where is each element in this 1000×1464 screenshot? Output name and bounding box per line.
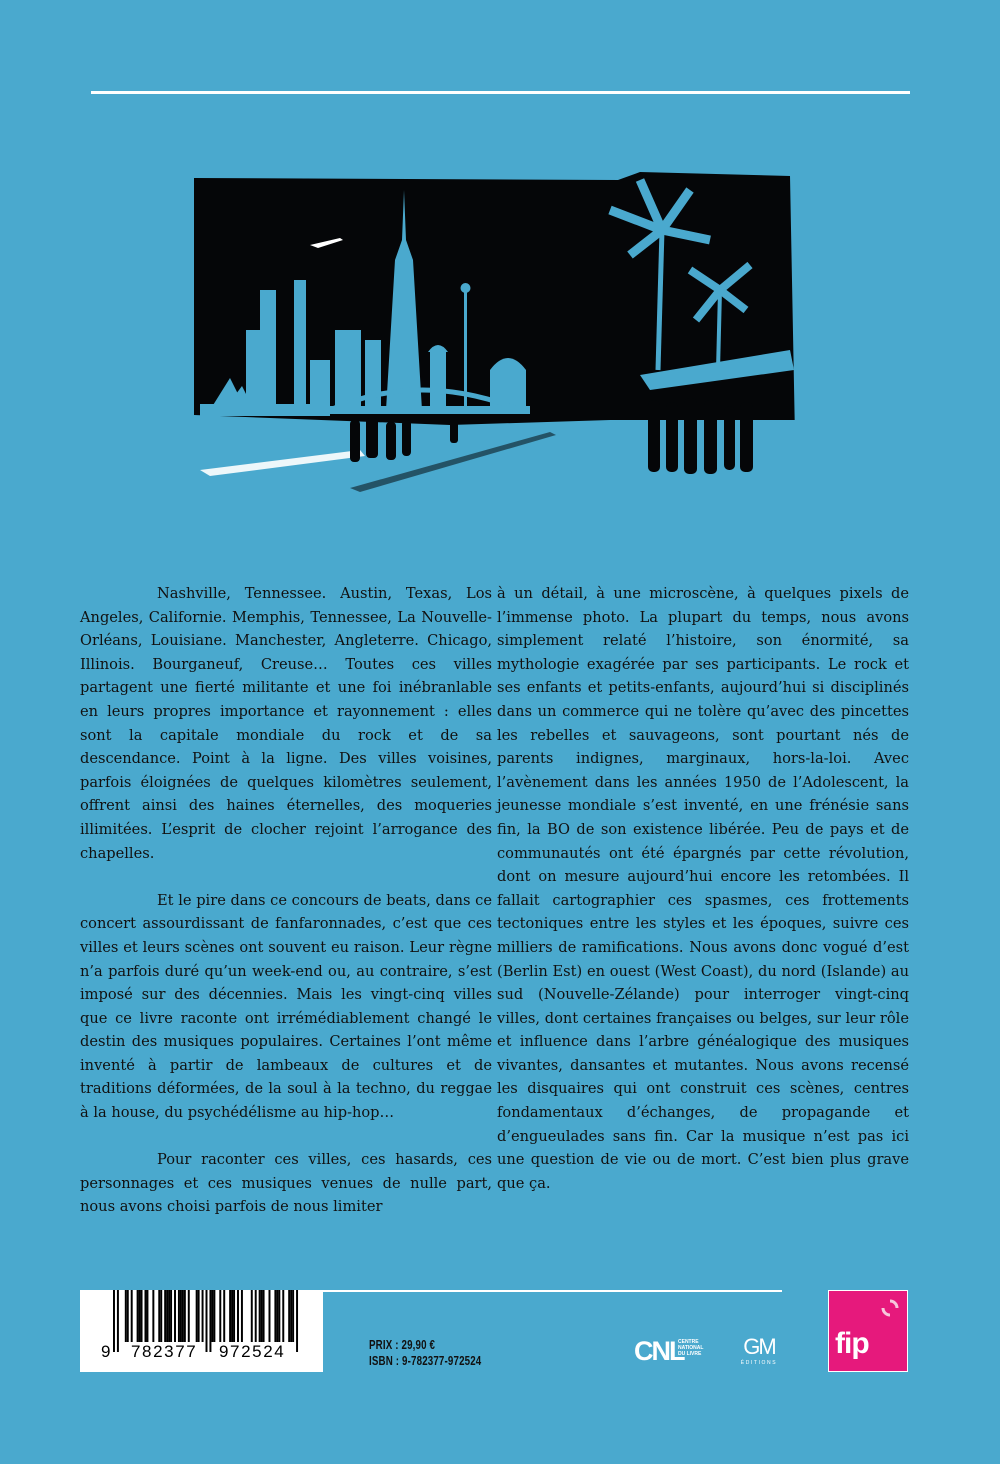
barcode-digit-group2: 972524 xyxy=(219,1342,286,1361)
barcode-bar xyxy=(223,1290,225,1342)
barcode-bar xyxy=(288,1290,290,1342)
barcode-bar xyxy=(231,1290,233,1342)
bottom-rule xyxy=(323,1290,782,1292)
cnl-line2: NATIONAL xyxy=(678,1345,704,1351)
barcode-bar xyxy=(202,1290,204,1342)
cnl-logo-letters: CNL xyxy=(634,1336,684,1366)
paragraph: Et le pire dans ce concours de beats, dans ce concert assourdissant de fanfaronnades, c’est que ces villes et leurs scènes ont souvent eu raison. Leur règne n’a parfois duré qu’un week-end ou, au contraire, s’est imposé sur des décennies. Mais les vingt-cinq villes que ce livre raconte ont irrémédiablement changé le destin des musiques populaires. Certaines l’ont même inventé à partir de lambeaux de cultures et de traditions déformées, de la soul à la techno, du reggae à la house, du psychédélisme au hip-hop… xyxy=(80,891,492,1122)
cnl-line3: DU LIVRE xyxy=(678,1351,702,1357)
barcode-bar xyxy=(274,1290,276,1342)
barcode-bar xyxy=(146,1290,148,1342)
barcode-bar xyxy=(241,1290,243,1342)
barcode-bar xyxy=(178,1290,180,1342)
cnl-logo-subtitle xyxy=(678,1339,708,1357)
barcode-bar xyxy=(160,1290,162,1342)
paragraph: à un détail, à une microscène, à quelques pixels de l’immense photo. La plupart du temps, nous avons simplement relaté l’histoire, son énormité, sa mythologie exagérée par ses participants. Le rock et ses enfants et petits-enfants, aujourd’hui si disciplinés dans un commerce qui ne tolère qu’avec des pincettes les rebelles et sauvageons, sont pourtant nés de parents indignes, marginaux, hors-la-loi. Avec l’avènement dans les années 1950 de l’Adolescent, la jeunesse mondiale s’est inventé, en une frénésie sans fin, la BO de son existence libérée. Peu de pays et de communautés ont été épargnés par cette révolution, dont on mesure aujourd’hui encore les retombées. Il fallait cartographier ces spasmes, ces frottements tectoniques entre les styles et les époques, suivre ces milliers de ramifications. Nous avons donc vogué d’est (Berlin Est) en ouest (West Coast), du nord (Islande) au sud (Nouvelle-Zélande) pour interroger vingt-cinq villes, dont certaines françaises ou belges, sur leur rôle et influence dans l’arbre généalogique des musiques vivantes, dansantes et mutantes. Nous avons recensé les disquaires qui ont construit ces scènes, centres fondamentaux d’échanges, de propagande et d’engueulades sans fin. Car la musique n’est pas ici une question de vie ou de mort. C’est bien plus grave que ça. xyxy=(497,585,909,1192)
barcode-bar xyxy=(141,1290,143,1342)
barcode-bar xyxy=(269,1290,271,1342)
paragraph: Pour raconter ces villes, ces hasards, ces personnages et ces musiques venues de nulle part, nous avons choisi parfois de nous limiter xyxy=(80,1151,492,1216)
top-rule xyxy=(91,91,910,94)
barcode-bar xyxy=(174,1290,176,1342)
isbn-label: ISBN : 9-782377-972524 xyxy=(369,1354,482,1368)
barcode-bar xyxy=(188,1290,190,1342)
paragraph: Nashville, Tennessee. Austin, Texas, Los Angeles, Californie. Memphis, Tennessee, La Nouvelle-Orléans, Louisiane. Manchester, Angleterre. Chicago, Illinois. Bourganeuf, Creuse… Toutes ces villes partagent une fierté militante et une foi inébranlable en leurs propres importance et rayonnement : elles sont la capitale mondiale du rock et de sa descendance. Point à la ligne. Des villes voisines, parfois éloignées de quelques kilomètres seulement, offrent ainsi des haines éternelles, des moqueries illimitées. L’esprit de clocher rejoint l’arrogance des chapelles. xyxy=(80,585,492,862)
barcode-bar xyxy=(219,1290,221,1342)
barcode-bar xyxy=(213,1290,215,1342)
price-block xyxy=(369,1337,481,1369)
text-column-left xyxy=(80,582,492,1219)
barcode-bar xyxy=(164,1290,166,1342)
barcode-bar xyxy=(131,1290,133,1342)
barcode-bar xyxy=(276,1290,278,1342)
barcode-bar xyxy=(137,1290,139,1342)
barcode-bar xyxy=(229,1290,231,1342)
barcode-bar xyxy=(255,1290,257,1342)
barcode-bar xyxy=(290,1290,292,1342)
barcode-bar xyxy=(170,1290,172,1342)
barcode-bar xyxy=(237,1290,239,1342)
barcode-bar xyxy=(158,1290,160,1342)
barcode-bar xyxy=(125,1290,127,1342)
price-label: PRIX : 29,90 € xyxy=(369,1338,436,1352)
barcode-bar xyxy=(259,1290,261,1342)
barcode-bar xyxy=(166,1290,168,1342)
barcode-digits xyxy=(100,1342,310,1366)
fip-logo xyxy=(828,1290,908,1372)
barcode-bar xyxy=(144,1290,146,1342)
barcode-bar xyxy=(278,1290,280,1342)
gm-editions-logo xyxy=(734,1336,784,1370)
barcode-bar xyxy=(233,1290,235,1342)
barcode-digit-group1: 782377 xyxy=(131,1342,198,1361)
barcode-bar xyxy=(263,1290,265,1342)
barcode-bar xyxy=(282,1290,284,1342)
barcode-bar xyxy=(127,1290,129,1342)
fip-logo-letters: fip xyxy=(835,1327,869,1360)
barcode-bar xyxy=(198,1290,200,1342)
barcode-bar xyxy=(211,1290,213,1342)
barcode-bar xyxy=(152,1290,154,1342)
barcode-bar xyxy=(168,1290,170,1342)
barcode-bar xyxy=(182,1290,184,1342)
barcode-bar xyxy=(196,1290,198,1342)
city-night-illustration xyxy=(190,170,810,498)
barcode-bar xyxy=(251,1290,253,1342)
cnl-logo xyxy=(634,1336,704,1366)
gm-logo-subtitle: ÉDITIONS xyxy=(740,1360,778,1366)
barcode-bar xyxy=(184,1290,186,1342)
barcode-digit-first: 9 xyxy=(101,1342,111,1361)
barcode xyxy=(80,1290,323,1372)
barcode-bar xyxy=(139,1290,141,1342)
cnl-line1: CENTRE xyxy=(678,1339,699,1345)
text-column-right xyxy=(497,582,909,1195)
barcode-bar xyxy=(292,1290,294,1342)
fip-wave-icon xyxy=(881,1299,899,1317)
cover-illustration xyxy=(190,170,810,498)
barcode-bar xyxy=(261,1290,263,1342)
barcode-bar xyxy=(180,1290,182,1342)
gm-logo-letters: GM xyxy=(743,1334,775,1359)
